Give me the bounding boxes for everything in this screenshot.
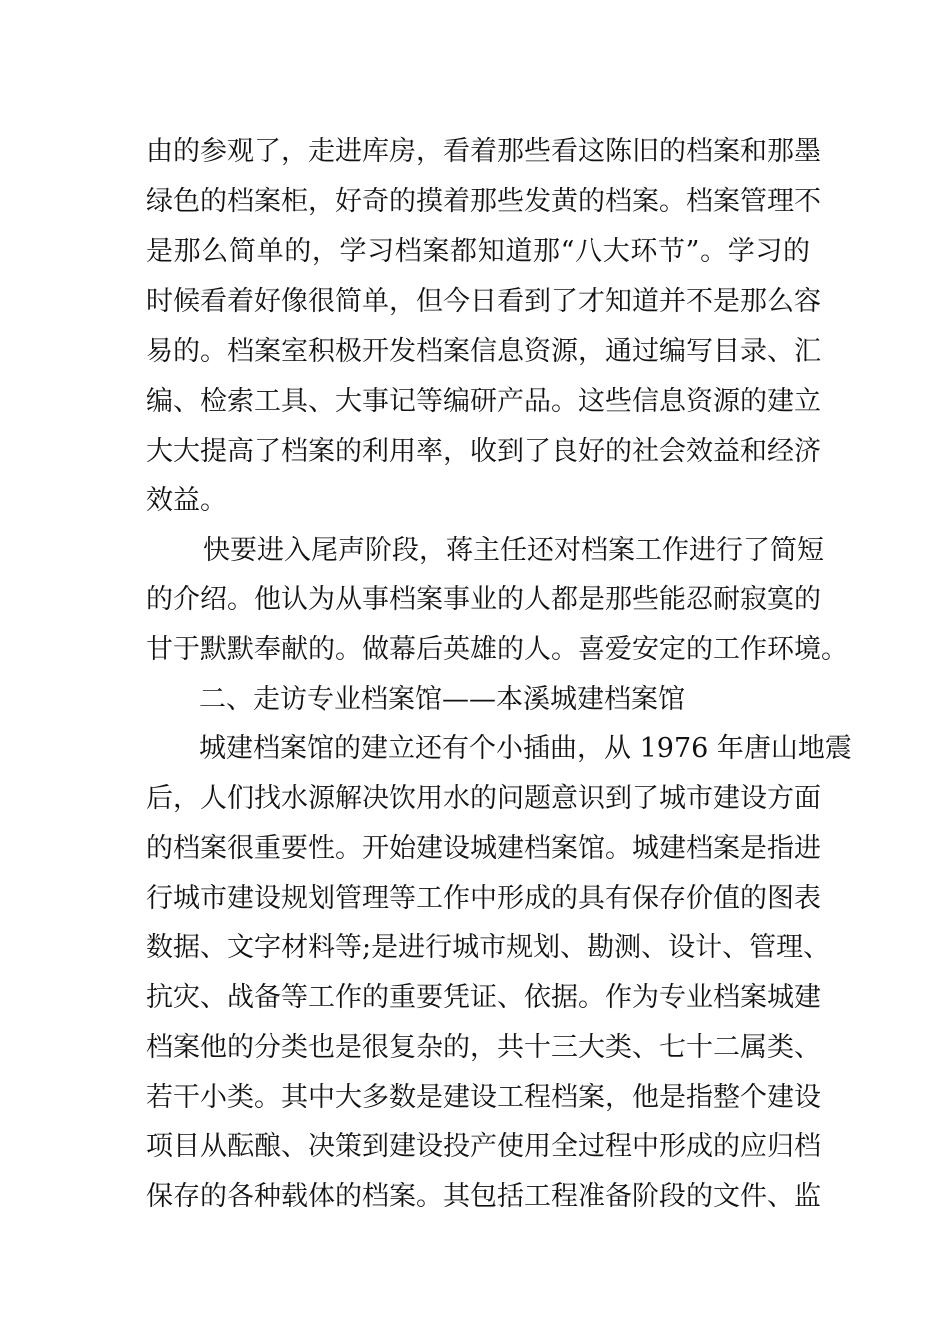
text-line: 的档案很重要性。开始建设城建档案馆。城建档案是指进	[146, 833, 821, 864]
text-line: 的介绍。他认为从事档案事业的人都是那些能忍耐寂寞的	[146, 584, 821, 615]
text-line: 易的。档案室积极开发档案信息资源，通过编写目录、汇	[146, 336, 821, 367]
paragraph-first-line: 城建档案馆的建立还有个小插曲，从 1976 年唐山地震	[199, 733, 852, 764]
text-line: 档案他的分类也是很复杂的，共十三大类、七十二属类、	[146, 1032, 821, 1063]
text-line: 抗灾、战备等工作的重要凭证、依据。作为专业档案城建	[146, 982, 821, 1013]
paragraph-first-line: 快要进入尾声阶段，蒋主任还对档案工作进行了简短	[203, 535, 824, 566]
text-line: 由的参观了，走进库房，看着那些看这陈旧的档案和那墨	[146, 136, 821, 167]
text-line: 绿色的档案柜，好奇的摸着那些发黄的档案。档案管理不	[146, 186, 821, 217]
text-line: 若干小类。其中大多数是建设工程档案，他是指整个建设	[146, 1082, 821, 1113]
text-line: 保存的各种载体的档案。其包括工程准备阶段的文件、监	[146, 1181, 821, 1212]
text-line: 效益。	[146, 485, 227, 516]
text-line: 大大提高了档案的利用率，收到了良好的社会效益和经济	[146, 436, 821, 467]
text-line: 甘于默默奉献的。做幕后英雄的人。喜爱安定的工作环境。	[146, 634, 848, 665]
text-line: 后，人们找水源解决饮用水的问题意识到了城市建设方面	[146, 783, 821, 814]
text-line: 行城市建设规划管理等工作中形成的具有保存价值的图表	[146, 883, 821, 914]
text-line: 时候看着好像很简单，但今日看到了才知道并不是那么容	[146, 286, 821, 317]
text-line: 数据、文字材料等;是进行城市规划、勘测、设计、管理、	[146, 932, 831, 963]
text-line: 编、检索工具、大事记等编研产品。这些信息资源的建立	[146, 386, 821, 417]
section-heading: 二、走访专业档案馆——本溪城建档案馆	[199, 684, 685, 715]
text-line: 项目从酝酿、决策到建设投产使用全过程中形成的应归档	[146, 1131, 821, 1162]
text-line: 是那么简单的，学习档案都知道那“八大环节”。学习的	[146, 236, 810, 267]
